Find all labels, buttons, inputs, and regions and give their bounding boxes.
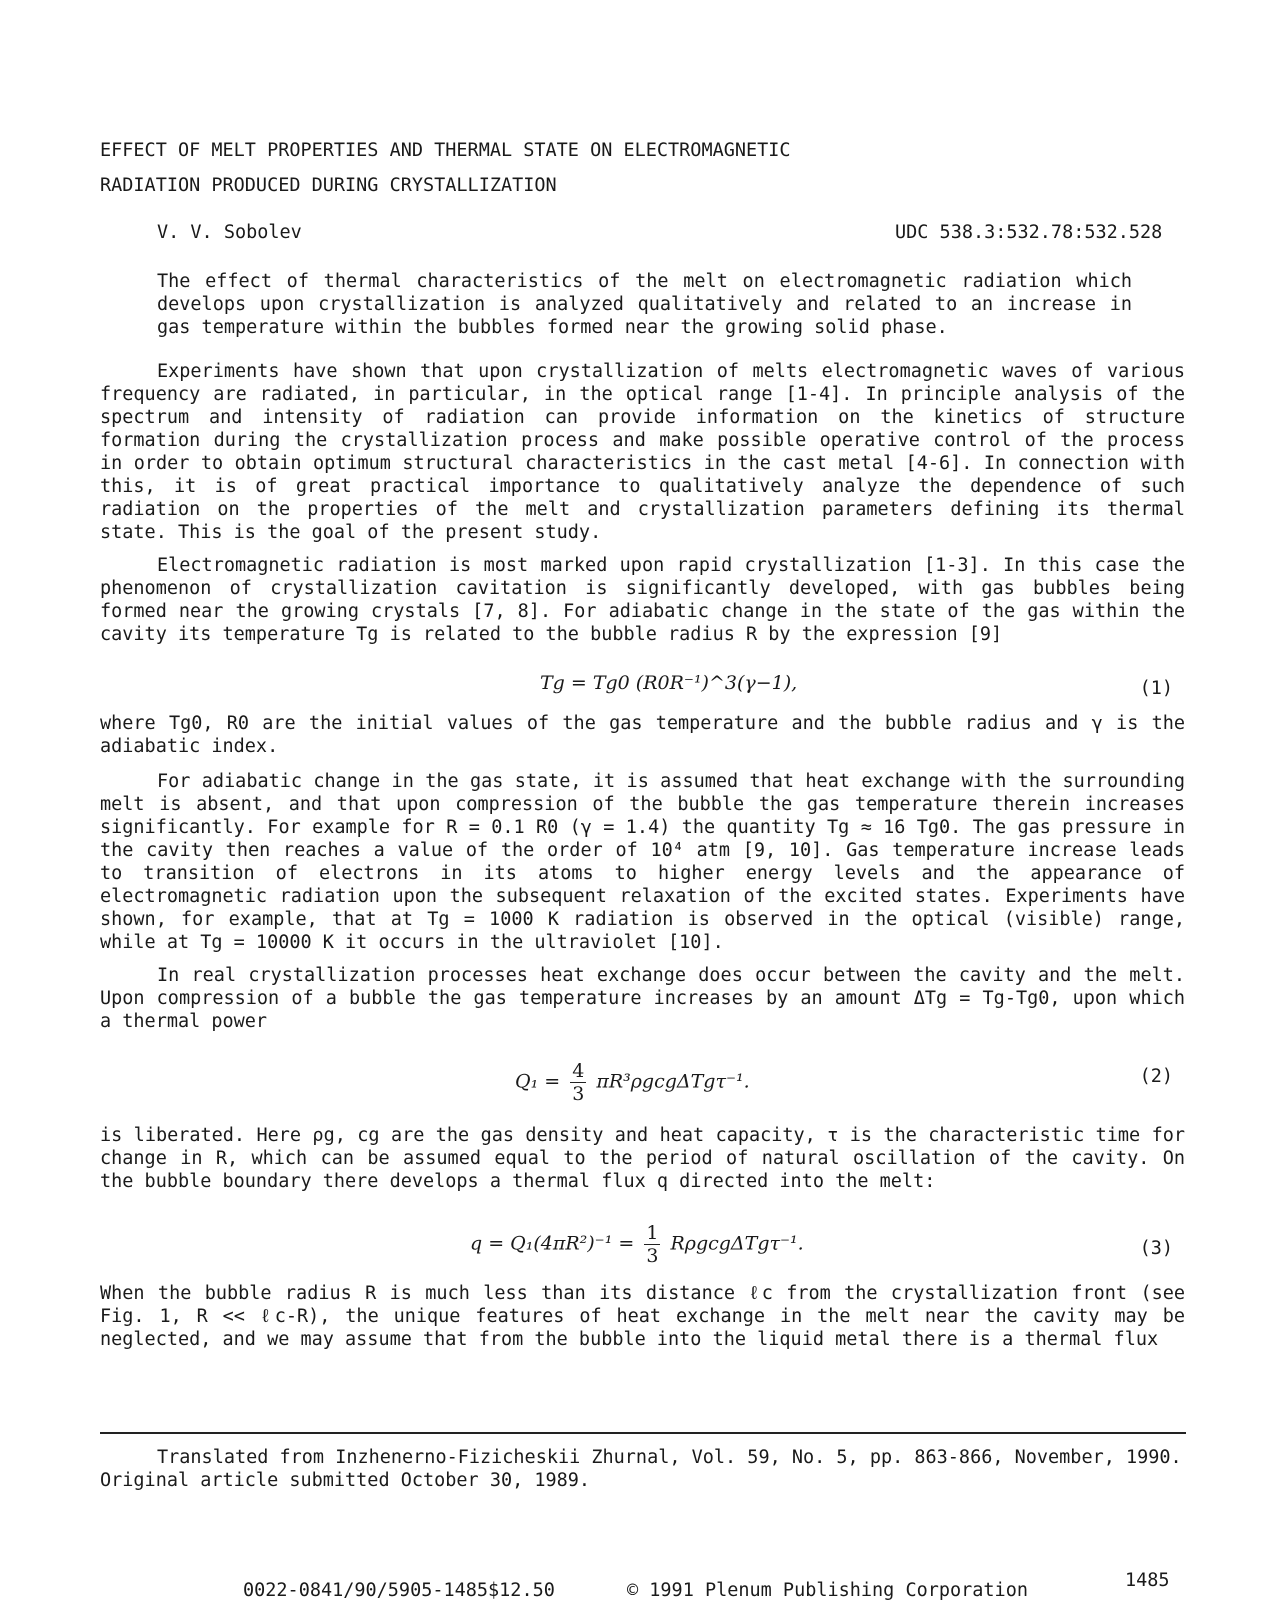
equation-2-number: (2)	[1139, 1066, 1173, 1087]
footnote	[100, 1446, 1185, 1492]
equation-3	[470, 1222, 804, 1267]
paragraph-4-text: For adiabatic change in the gas state, it is assumed that heat exchange with the surrounding melt is absent, and that upon compression of the bubble the gas temperature therein increases significantly. For example for R = 0.1 R0 (γ = 1.4) the quantity Tg ≈ 16 Tg0. The gas pressure in the cavity then reaches a value of the order of 10⁴ atm [9, 10]. Gas temperature increase leads to transition of electrons in its atoms to higher energy levels and the appearance of electromagnetic radiation upon the subsequent relaxation of the excited states. Experiments have shown, for example, that at Tg = 1000 K radiation is observed in the optical (visible) range, while at Tg = 10000 K it occurs in the ultraviolet [10].	[100, 771, 1185, 953]
udc-code: UDC 538.3:532.78:532.528	[895, 222, 1163, 243]
publication-code: 0022-0841/90/5905-1485$12.50	[243, 1580, 555, 1601]
equation-2-lhs: Q₁ =	[515, 1070, 561, 1093]
title-line-1: EFFECT OF MELT PROPERTIES AND THERMAL STATE ON ELECTROMAGNETIC	[100, 140, 791, 161]
paragraph-7: When the bubble radius R is much less than its distance ℓc from the crystallization front (see Fig. 1, R << ℓc-R), the unique features of heat exchange in the melt near the cavity may be neglected, and we may assume that from the bubble into the liquid metal there is a thermal flux	[100, 1283, 1185, 1350]
equation-2-fraction	[570, 1060, 586, 1105]
equation-3-denominator: 3	[646, 1245, 659, 1267]
author: V. V. Sobolev	[157, 222, 302, 243]
copyright-notice: © 1991 Plenum Publishing Corporation	[627, 1580, 1028, 1601]
page-number: 1485	[1125, 1570, 1170, 1591]
paragraph-2-text: Electromagnetic radiation is most marked upon rapid crystallization [1-3]. In this case the phenomenon of crystallization cavitation is significantly developed, with gas bubbles being formed near the growing crystals [7, 8]. For adiabatic change in the state of the gas within the cavity its temperature Tg is related to the bubble radius R by the expression [9]	[100, 555, 1185, 645]
abstract: The effect of thermal characteristics of the melt on electromagnetic radiation which develops upon crystallization is analyzed qualitatively and related to an increase in gas temperature within the bubbles formed near the growing solid phase.	[157, 271, 1132, 338]
paragraph-1	[100, 360, 1185, 544]
paragraph-5	[100, 964, 1185, 1033]
paragraph-3: where Tg0, R0 are the initial values of the gas temperature and the bubble radius and γ is the adiabatic index.	[100, 713, 1185, 757]
equation-1-number: (1)	[1139, 678, 1173, 699]
equation-1: Tg = Tg0 (R0R⁻¹)^3(γ−1),	[540, 672, 798, 694]
paragraph-1-text: Experiments have shown that upon crystallization of melts electromagnetic waves of various frequency are radiated, in particular, in the optical range [1-4]. In principle analysis of the spectrum and intensity of radiation can provide information on the kinetics of structure formation during the crystallization process and make possible operative control of the process in order to obtain optimum structural characteristics in the cast metal [4-6]. In connection with this, it is of great practical importance to qualitatively analyze the dependence of such radiation on the properties of the melt and crystallization parameters defining its thermal state. This is the goal of the present study.	[100, 361, 1185, 543]
equation-3-rhs: RρgcgΔTgτ⁻¹.	[670, 1232, 804, 1255]
equation-2-numerator: 4	[572, 1060, 585, 1082]
equation-2-rhs: πR³ρgcgΔTgτ⁻¹.	[596, 1070, 750, 1093]
paragraph-2	[100, 554, 1185, 646]
equation-2	[515, 1060, 750, 1105]
paragraph-6: is liberated. Here ρg, cg are the gas density and heat capacity, τ is the characteristic time for change in R, which can be assumed equal to the period of natural oscillation of the cavity. On the bubble boundary there develops a thermal flux q directed into the melt:	[100, 1125, 1185, 1192]
equation-2-denominator: 3	[572, 1083, 585, 1105]
equation-3-number: (3)	[1139, 1238, 1173, 1259]
equation-3-lhs: q = Q₁(4πR²)⁻¹ =	[470, 1232, 635, 1255]
footnote-text: Translated from Inzhenerno-Fizicheskii Zhurnal, Vol. 59, No. 5, pp. 863-866, November, 1990. Original article submitted October 30, 1989.	[100, 1447, 1182, 1491]
paragraph-5-text: In real crystallization processes heat exchange does occur between the cavity and the melt. Upon compression of a bubble the gas temperature increases by an amount ΔTg = Tg-Tg0, upon which a thermal power	[100, 965, 1185, 1032]
footnote-divider	[100, 1432, 1186, 1434]
equation-3-numerator: 1	[646, 1222, 659, 1244]
equation-3-fraction	[644, 1222, 660, 1267]
title-line-2: RADIATION PRODUCED DURING CRYSTALLIZATION	[100, 175, 557, 196]
paragraph-4	[100, 770, 1185, 954]
